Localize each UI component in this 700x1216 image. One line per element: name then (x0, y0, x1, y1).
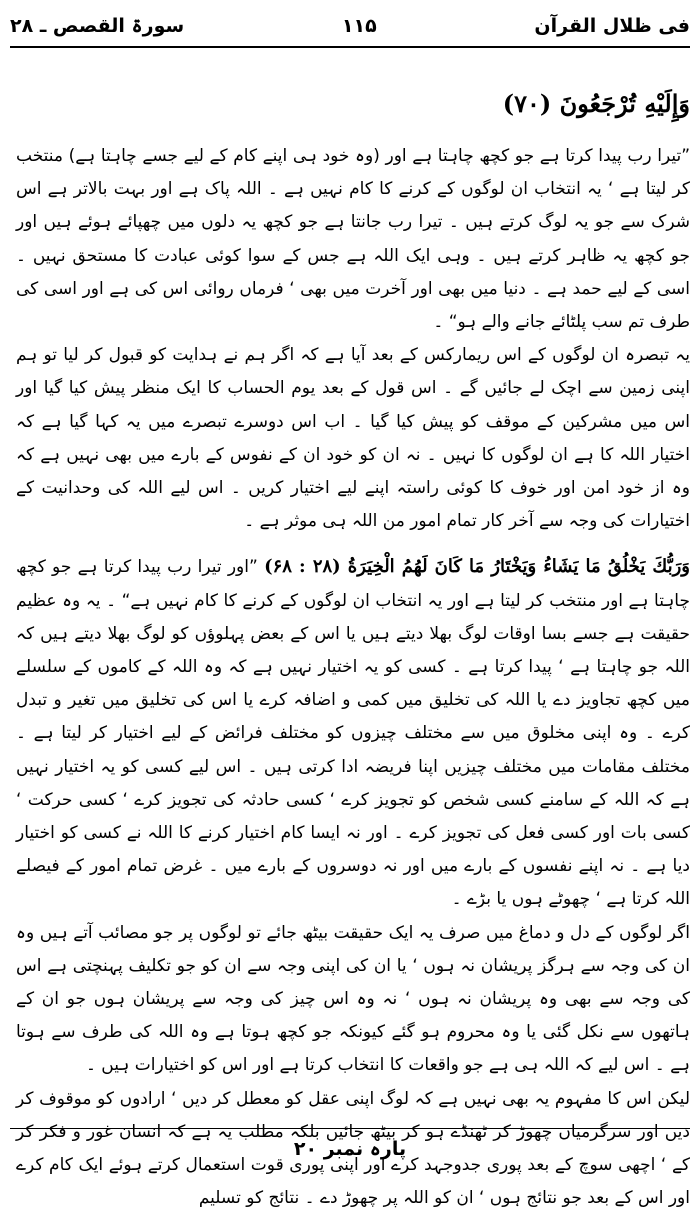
paragraph-3-text: ”اور تیرا رب پیدا کرتا ہے جو کچھ چاہتا ہے اور منتخب کر لیتا ہے اور یہ انتخاب ان لوگوں کے کرنے کا کام نہیں ہے“ ۔ یہ وہ عظیم حقیقت ہے جسے بسا اوقات لوگ بھلا دیتے ہیں یا اس کے بعض پہلوؤں کو لوگ بھلا دیتے ہیں کہ اللہ جو چاہتا ہے ‘ پیدا کرتا ہے ۔ کسی کو یہ اختیار نہیں ہے کہ وہ اللہ کے کاموں کے سلسلے میں کچھ تجاویز دے یا اللہ کی تخلیق میں کمی و اضافہ کرے یا اس کی تخلیق میں تغیر و تبدل کرے ۔ وہ اپنی مخلوق میں سے مختلف چیزوں کو مختلف فرائض کے لیے اختیار کر لیتا ہے ۔ مختلف مقامات میں مختلف چیزیں اپنا فریضہ ادا کرتی ہیں ۔ اس لیے کسی کو یہ اختیار نہیں ہے کہ اللہ کے سامنے کسی شخص کو تجویز کرے ‘ کسی حادثہ کی تجویز کرے ‘ کسی حرکت ‘ کسی بات اور کسی فعل کی تجویز کرے ۔ اور نہ ایسا کام اختیار کرنے کا اللہ نے کسی کو اختیار دیا ہے ۔ نہ اپنے نفسوں کے بارے میں اور نہ دوسروں کے بارے میں ۔ غرض تمام امور کے فیصلے اللہ کرتا ہے ‘ چھوٹے ہوں یا بڑے ۔ (16, 557, 690, 910)
body-text (16, 140, 690, 1216)
verse-heading: وَإِلَيْهِ تُرْجَعُونَ (۷۰) (502, 89, 690, 118)
page-footer: پارہ نمبر ۲۰ (293, 1138, 407, 1160)
paragraph-5: لیکن اس کا مفہوم یہ بھی نہیں ہے کہ لوگ اپنی عقل کو معطل کر دیں ‘ ارادوں کو موقوف کر دیں اور سرگرمیاں چھوڑ کر ٹھنڈے ہو کر بیٹھ جائیں بلکہ مطلب یہ ہے کہ انسان غور و فکر کر کے ‘ اچھی سوچ کے بعد پوری جدوجہد کرے اور اپنی پوری قوت استعمال کرتے ہوئے ایک کام کرے اور اس کے بعد جو نتائج ہوں ‘ ان کو اللہ پر چھوڑ دے ۔ نتائج کو تسلیم (16, 1088, 690, 1209)
book-title: فی ظلال القرآن (534, 15, 690, 37)
paragraph-4: اگر لوگوں کے دل و دماغ میں صرف یہ ایک حقیقت بیٹھ جائے تو لوگوں پر جو مصائب آتے ہیں وہ ان کی وجہ سے ہرگز پریشان نہ ہوں ‘ یا ان کی اپنی وجہ سے ان کو جو تکلیف پہنچتی ہے اس کی وجہ سے بھی وہ پریشان نہ ہوں ‘ نہ وہ اس چیز کی وجہ سے پریشان ہوں جو ان کے ہاتھوں سے نکل گئی یا وہ محروم ہو گئے کیونکہ جو کچھ ہوتا ہے وہ اللہ کی طرف سے ہوتا ہے ۔ اس لیے کہ اللہ ہی ہے جو واقعات کا انتخاب کرتا ہے اور اس کو اختیارات ہیں ۔ (16, 922, 690, 1076)
paragraph-2: یہ تبصرہ ان لوگوں کے اس ریمارکس کے بعد آیا ہے کہ اگر ہم نے ہدایت کو قبول کر لیا تو ہم اپنی زمین سے اچک لے جائیں گے ۔ اس قول کے بعد یوم الحساب کا ایک منظر پیش کیا گیا اور اس میں مشرکین کے موقف کو پیش کیا گیا ۔ اب اس دوسرے تبصرے میں یہ کہا گیا ہے کہ اختیار اللہ کا ہے ان لوگوں کا نہیں ۔ نہ ان کو خود ان کے نفوس کے بارے میں بھی نہیں ہے کہ وہ از خود امن اور خوف کا کوئی راستہ اپنے لیے اختیار کریں ۔ اس لیے اللہ کی وحدانیت کے اختیارات کی وجہ سے آخر کار تمام امور من اللہ ہی موثر ہے ۔ (16, 345, 690, 532)
paragraph-3 (16, 550, 690, 916)
ayah-inline: وَرَبُّكَ يَخْلُقُ مَا يَشَاءُ وَيَخْتَارُ مَا كَانَ لَهُمُ الْخِيَرَةُ (۲۸ : ۶۸) (264, 556, 690, 578)
paragraph-1: ”تیرا رب پیدا کرتا ہے جو کچھ چاہتا ہے اور (وہ خود ہی اپنے کام کے لیے جسے چاہتا ہے) منتخب کر لیتا ہے ‘ یہ انتخاب ان لوگوں کے کرنے کا کام نہیں ہے ۔ اللہ پاک ہے اور بہت بالاتر ہے اس شرک سے جو یہ لوگ کرتے ہیں ۔ تیرا رب جانتا ہے جو کچھ یہ دلوں میں چھپائے ہوئے ہیں اور جو کچھ یہ ظاہر کرتے ہیں ۔ وہی ایک اللہ ہے جس کے سوا کوئی عبادت کا مستحق نہیں ۔ اسی کے لیے حمد ہے ۔ دنیا میں بھی اور آخرت میں بھی ‘ فرماں روائی اس کی ہے اور اسی کی طرف تم سب پلٹائے جانے والے ہو“ ۔ (16, 146, 690, 333)
page (10, 0, 690, 1209)
page-header (10, 6, 690, 48)
page-number: ۱۱۵ (341, 15, 377, 37)
surah-name: سورۃ القصص ـ ۲۸ (10, 15, 185, 37)
footer-divider (10, 1128, 690, 1129)
